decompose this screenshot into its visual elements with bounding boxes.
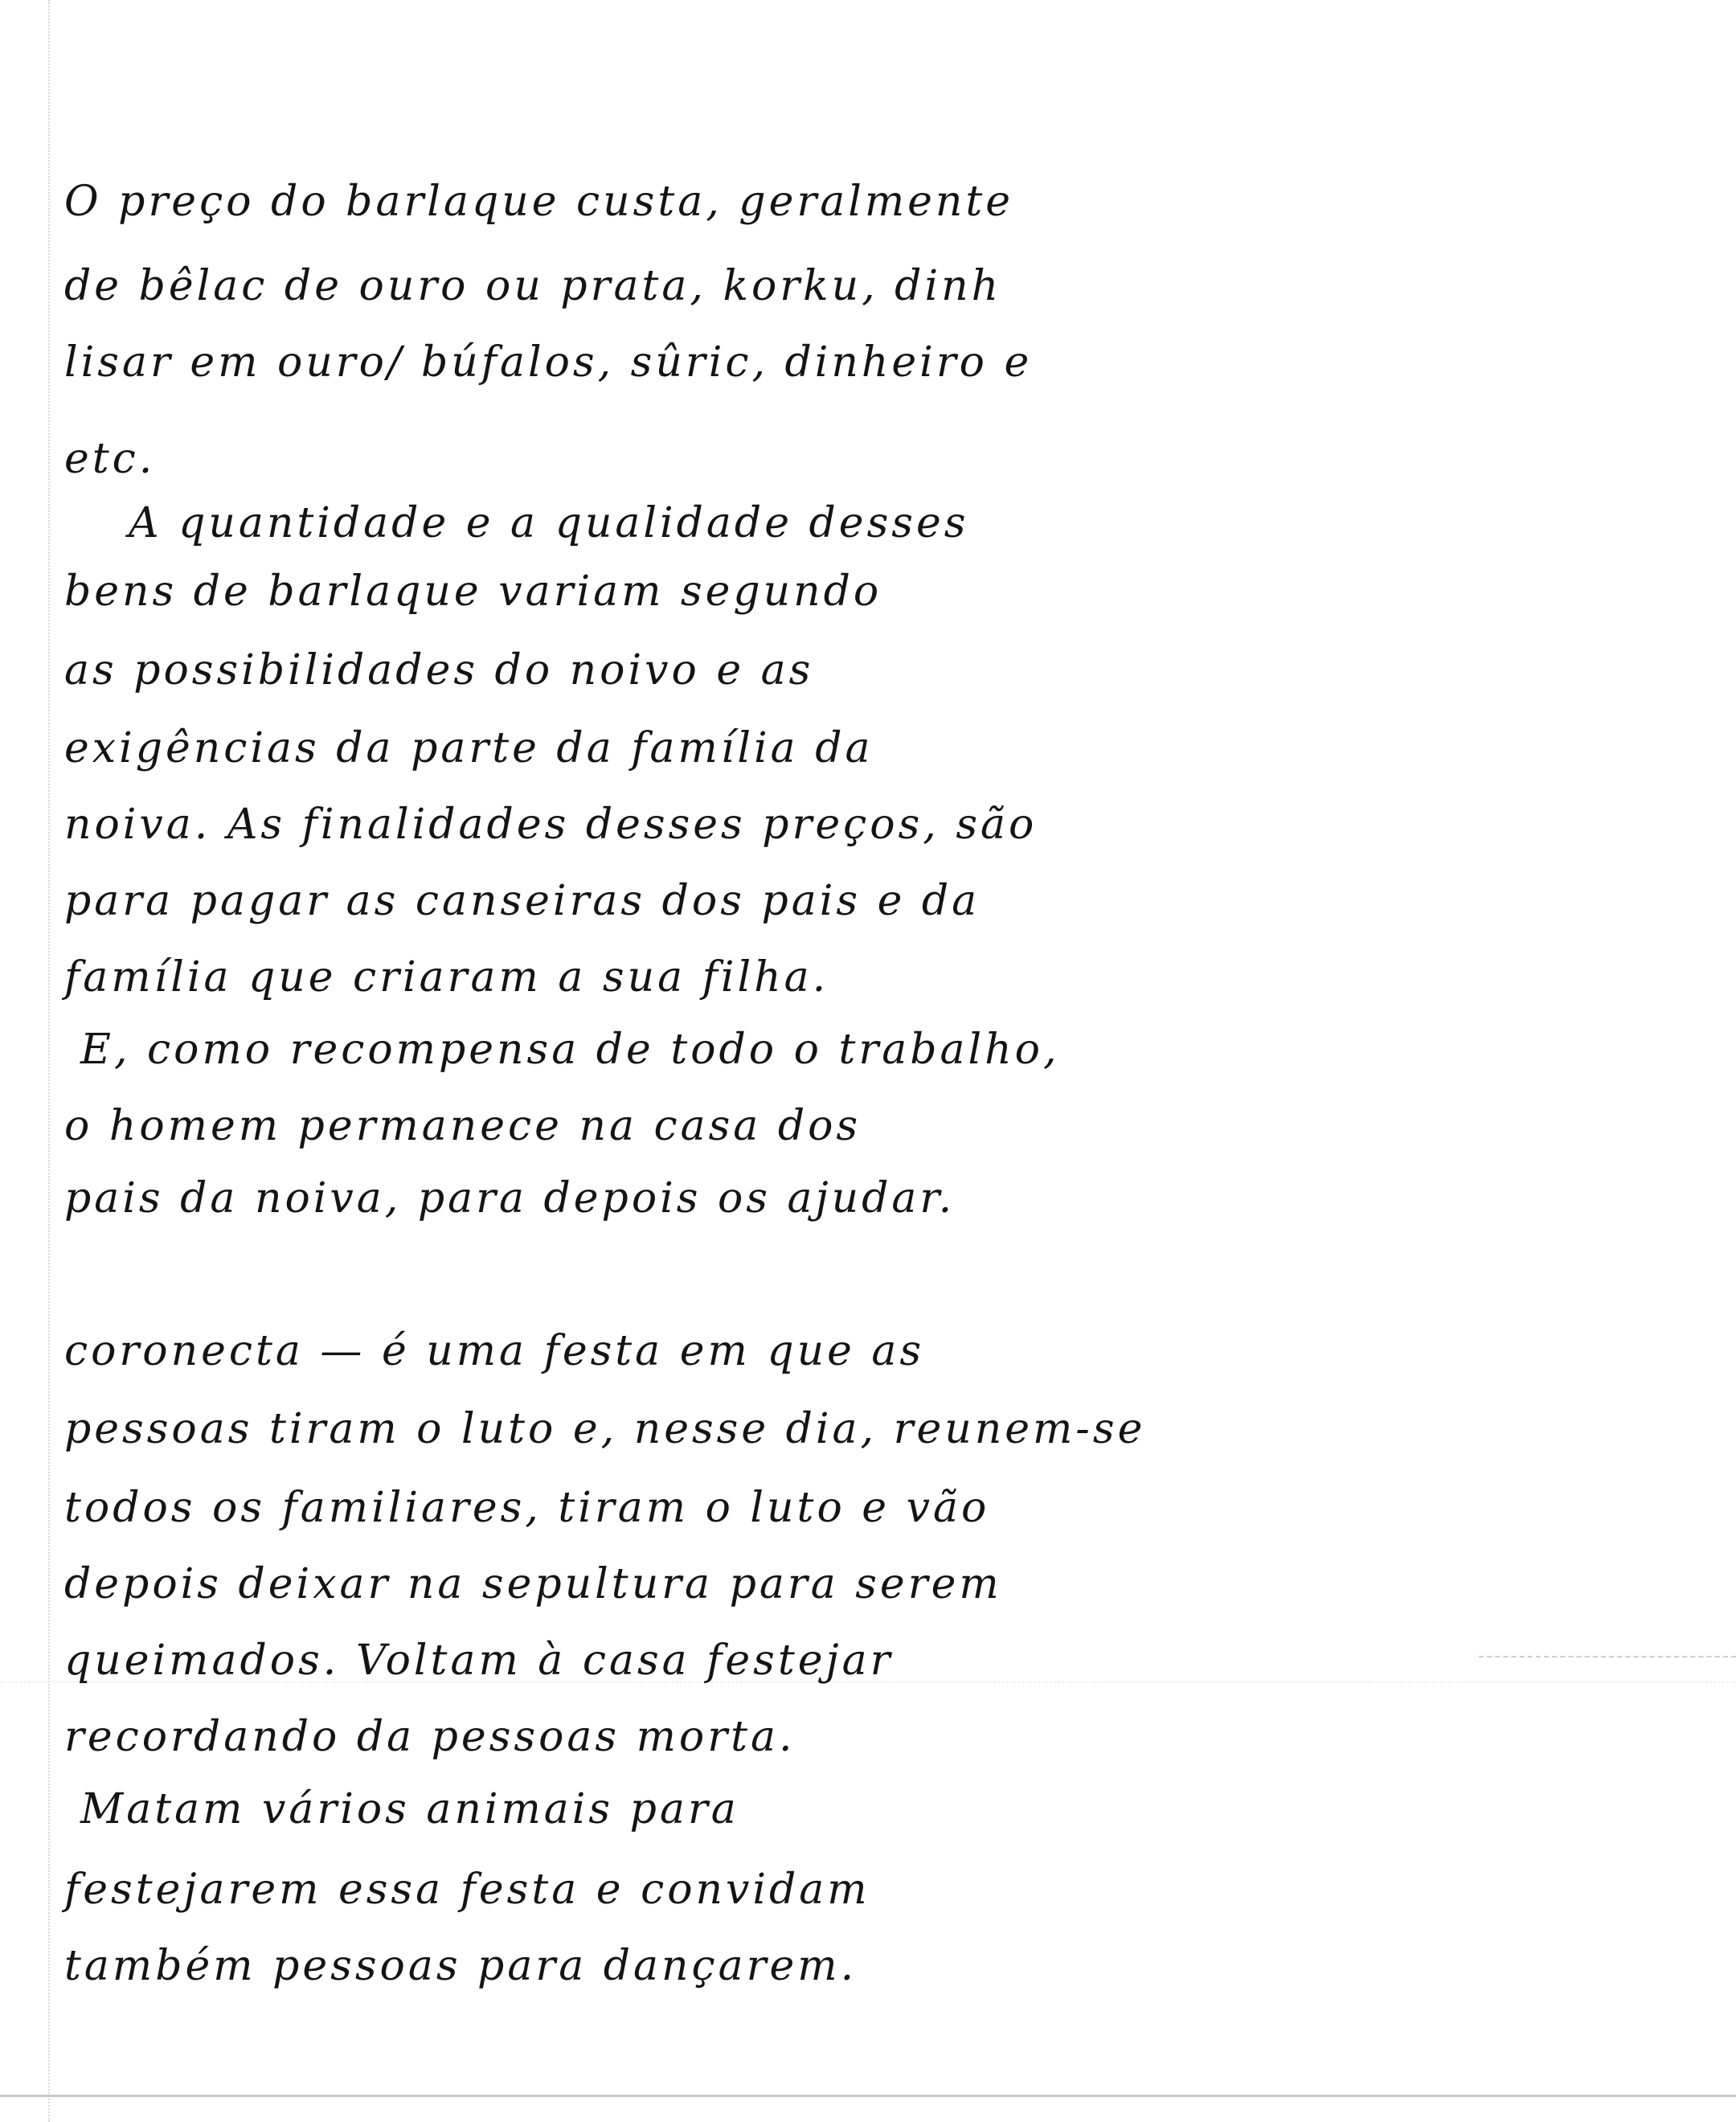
text-line: pessoas tiram o luto e, nesse dia, reunem-se	[64, 1405, 1146, 1453]
text-line: A quantidade e a qualidade desses	[129, 499, 969, 547]
text-line: recordando da pessoas morta.	[64, 1713, 796, 1761]
text-line: coronecta — é uma festa em que as	[64, 1327, 925, 1375]
text-line: queimados. Voltam à casa festejar	[64, 1637, 894, 1685]
text-line: também pessoas para dançarem.	[64, 1942, 858, 1990]
text-line: festejarem essa festa e convidam	[64, 1866, 870, 1914]
text-line: exigências da parte da família da	[64, 724, 874, 772]
text-line: etc.	[64, 435, 156, 483]
left-margin-guide	[48, 0, 50, 2122]
text-line: de bêlac de ouro ou prata, korku, dinh	[64, 262, 1002, 310]
text-line: E, como recompensa de todo o trabalho,	[80, 1026, 1060, 1074]
text-line: depois deixar na sepultura para serem	[64, 1560, 1002, 1608]
text-line: família que criaram a sua filha.	[64, 953, 829, 1002]
text-line: bens de barlaque variam segundo	[64, 567, 882, 616]
text-line: Matam vários animais para	[80, 1785, 739, 1833]
text-line: para pagar as canseiras dos pais e da	[64, 877, 981, 925]
text-line: todos os familiares, tiram o luto e vão	[64, 1484, 990, 1532]
text-line: as possibilidades do noivo e as	[64, 646, 814, 694]
page-bottom-edge	[0, 2095, 1736, 2097]
text-line: lisar em ouro/ búfalos, sûric, dinheiro e	[64, 338, 1033, 387]
text-line: noiva. As finalidades desses preços, são	[64, 801, 1038, 849]
text-line: o homem permanece na casa dos	[64, 1102, 862, 1150]
scan-artifact-dash	[1479, 1656, 1736, 1657]
text-line: O preço do barlaque custa, geralmente	[64, 178, 1014, 226]
text-line: pais da noiva, para depois os ajudar.	[64, 1174, 956, 1223]
